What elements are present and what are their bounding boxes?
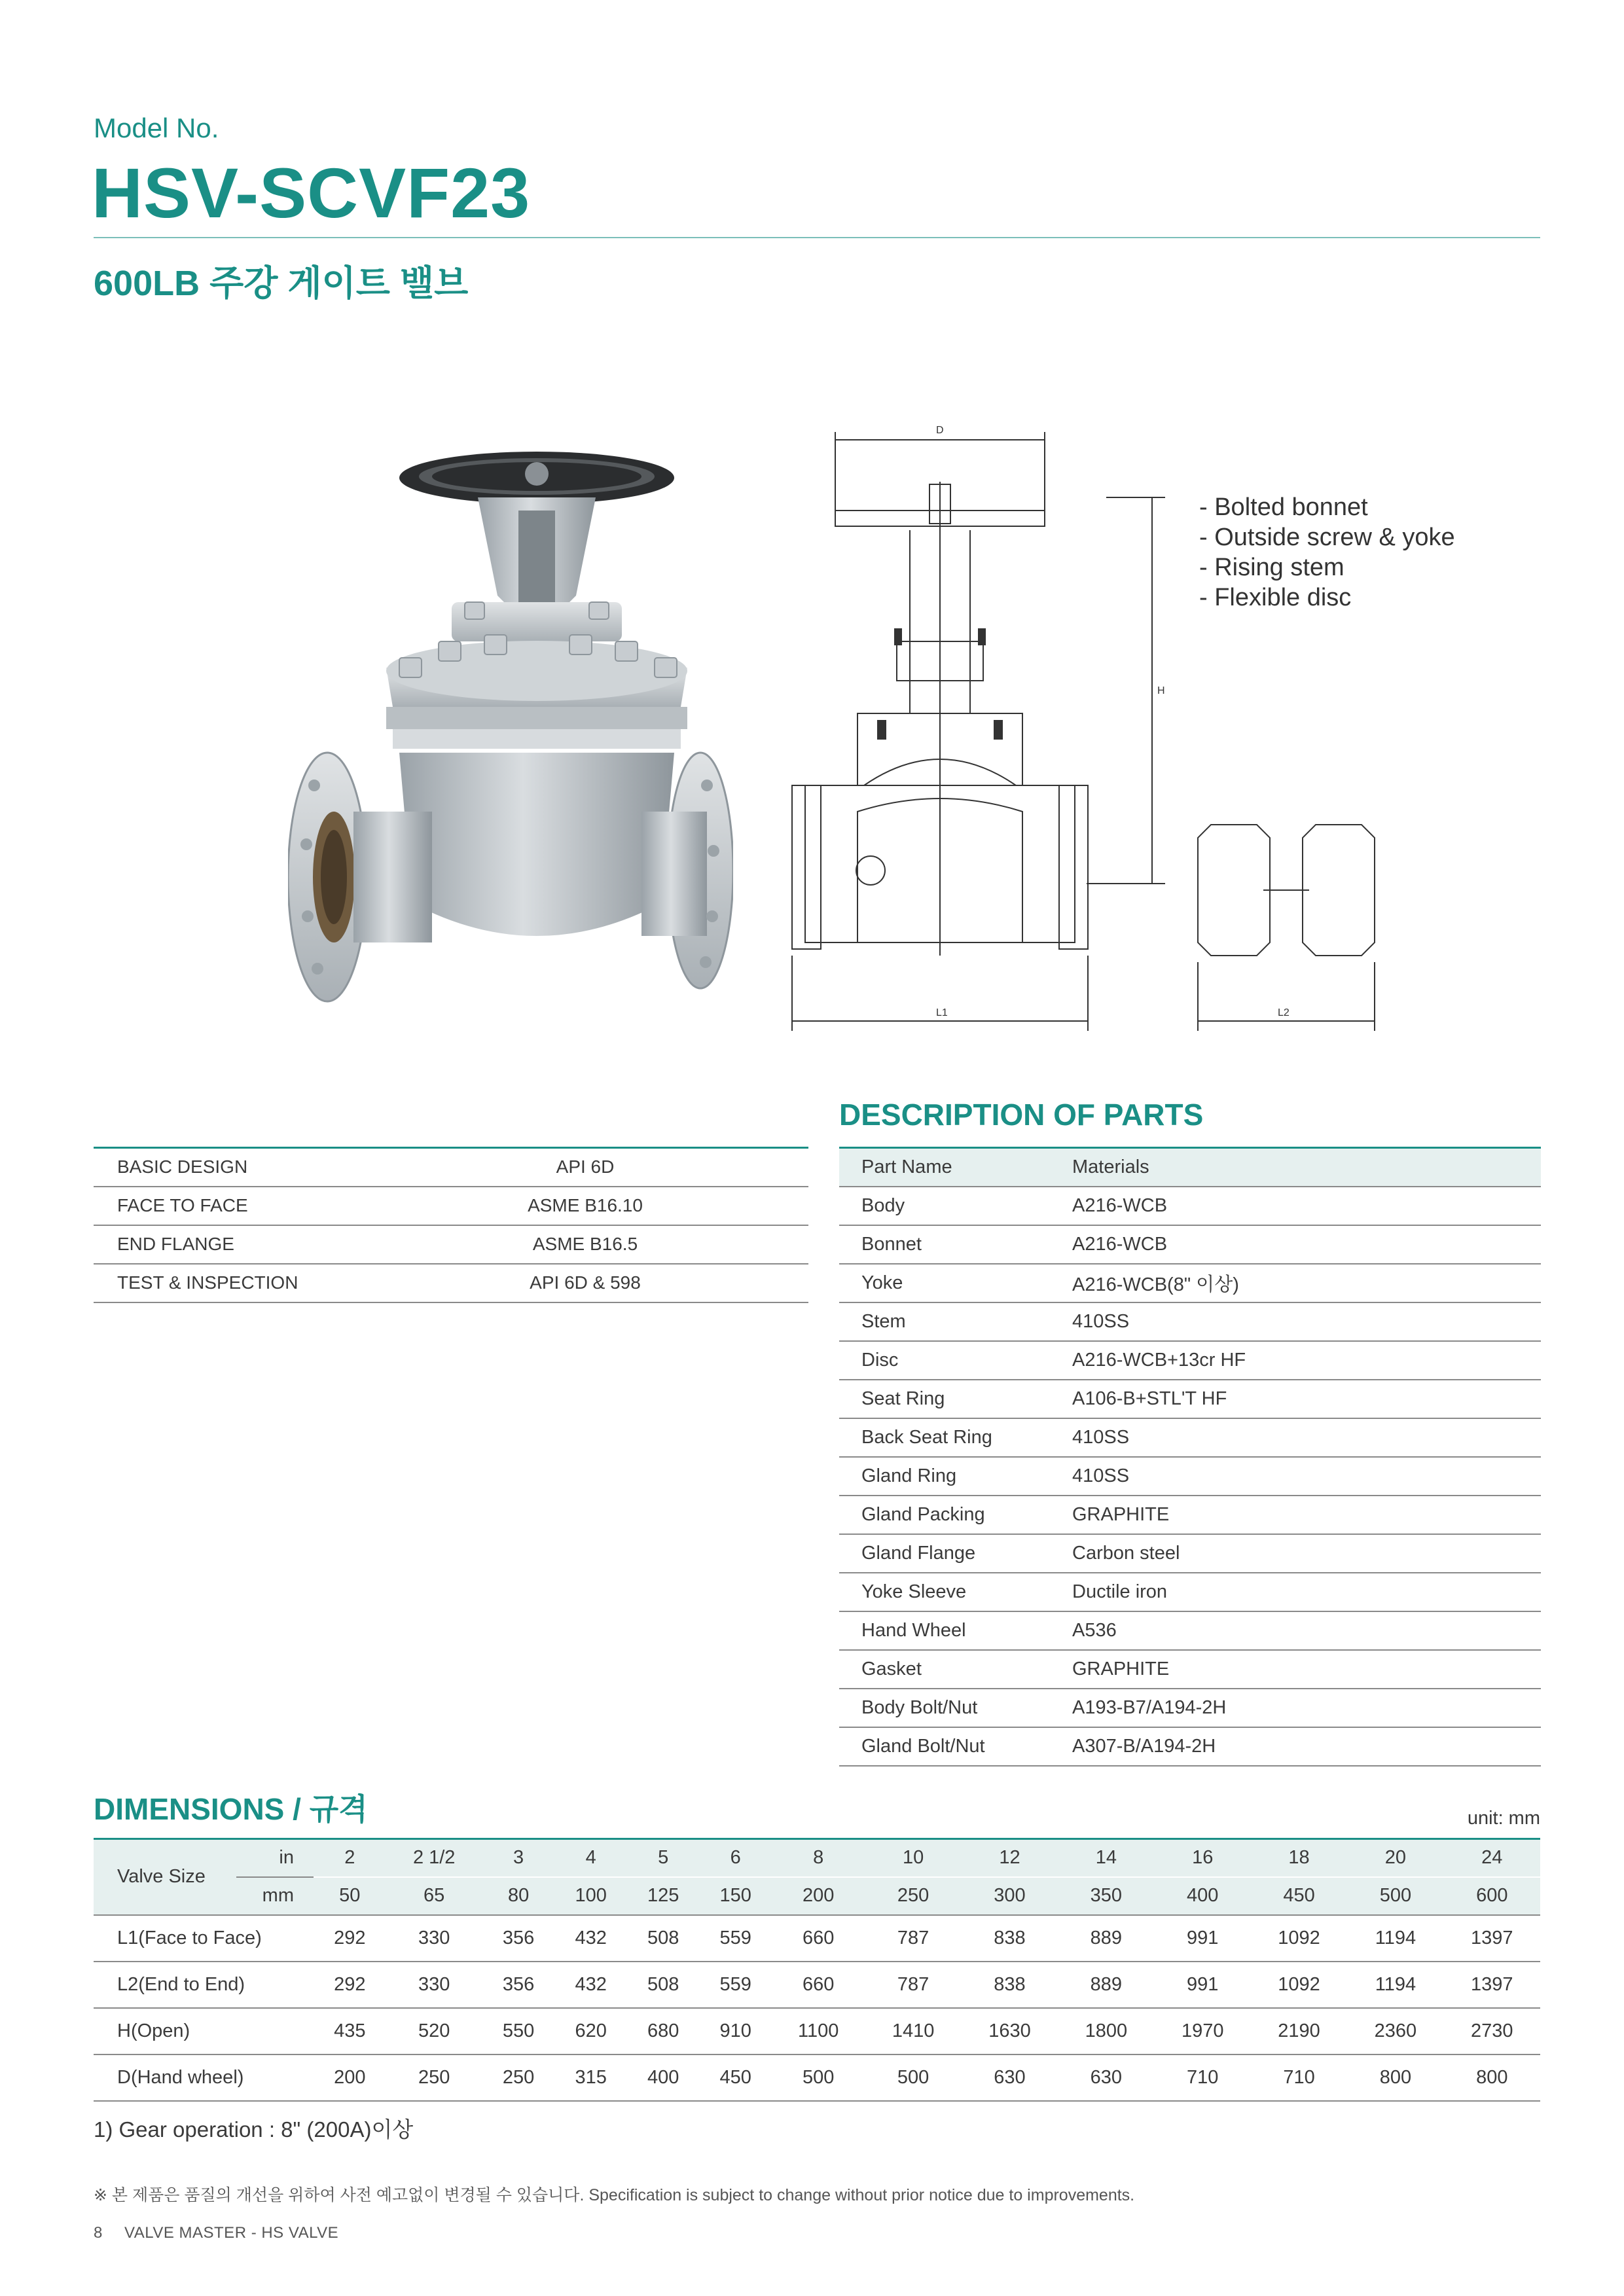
part-name-cell: Yoke — [839, 1264, 1072, 1302]
feature-item: - Bolted bonnet — [1199, 493, 1368, 521]
dimension-value: 910 — [699, 2008, 772, 2054]
table-row — [839, 1457, 1541, 1496]
dimension-value: 292 — [314, 1962, 386, 2008]
dimension-value: 500 — [865, 2054, 961, 2101]
dimension-value: 1397 — [1444, 1962, 1540, 2008]
size-mm-cell: 250 — [865, 1877, 961, 1915]
dimension-value: 710 — [1155, 2054, 1251, 2101]
table-header-row — [94, 1839, 1540, 1877]
dimension-value: 356 — [482, 1915, 555, 1962]
material-cell: Carbon steel — [1072, 1534, 1541, 1573]
size-in-cell: 18 — [1251, 1839, 1347, 1877]
label-l1: L1 — [936, 1007, 948, 1018]
material-cell: 410SS — [1072, 1457, 1541, 1496]
spec-key: BASIC DESIGN — [94, 1148, 460, 1187]
unit-note: unit: mm — [1467, 1808, 1540, 1829]
part-name-cell: Body Bolt/Nut — [839, 1689, 1072, 1727]
feature-list — [1199, 492, 1455, 613]
table-row — [839, 1496, 1541, 1534]
size-in-cell: 4 — [554, 1839, 627, 1877]
part-name-cell: Gland Ring — [839, 1457, 1072, 1496]
size-in-cell: 12 — [962, 1839, 1058, 1877]
part-name-cell: Body — [839, 1187, 1072, 1225]
table-row — [839, 1727, 1541, 1766]
table-row — [839, 1187, 1541, 1225]
size-in-cell: 8 — [772, 1839, 865, 1877]
page-footer — [94, 2224, 338, 2242]
size-mm-cell: 80 — [482, 1877, 555, 1915]
table-row — [839, 1650, 1541, 1689]
table-header-row — [94, 1877, 1540, 1915]
dimension-value: 315 — [554, 2054, 627, 2101]
valve-size-label: Valve Size — [94, 1839, 236, 1915]
unit-in-label: in — [236, 1839, 314, 1877]
disclaimer-note: ※ 본 제품은 품질의 개선을 위하여 사전 예고없이 변경될 수 있습니다. Specification is subject to change without prior notice due to improvements. — [94, 2186, 1135, 2204]
size-in-cell: 16 — [1155, 1839, 1251, 1877]
part-name-cell: Bonnet — [839, 1225, 1072, 1264]
dimension-value: 500 — [772, 2054, 865, 2101]
size-in-cell: 2 — [314, 1839, 386, 1877]
table-row — [94, 1187, 808, 1225]
dimension-value: 991 — [1155, 1962, 1251, 2008]
size-mm-cell: 400 — [1155, 1877, 1251, 1915]
size-mm-cell: 300 — [962, 1877, 1058, 1915]
parts-title: DESCRIPTION OF PARTS — [839, 1098, 1204, 1132]
model-number: HSV-SCVF23 — [92, 153, 531, 232]
column-header-material: Materials — [1072, 1148, 1541, 1187]
dimension-value: 1194 — [1347, 1915, 1443, 1962]
size-in-cell: 24 — [1444, 1839, 1540, 1877]
table-row — [94, 1264, 808, 1302]
table-row — [839, 1302, 1541, 1341]
dimension-value: 559 — [699, 1915, 772, 1962]
size-in-cell: 3 — [482, 1839, 555, 1877]
table-row — [839, 1225, 1541, 1264]
dimension-value: 800 — [1347, 2054, 1443, 2101]
dimension-value: 620 — [554, 2008, 627, 2054]
table-row — [839, 1573, 1541, 1611]
dimension-value: 1630 — [962, 2008, 1058, 2054]
size-mm-cell: 500 — [1347, 1877, 1443, 1915]
spec-key: TEST & INSPECTION — [94, 1264, 460, 1302]
material-cell: A536 — [1072, 1611, 1541, 1650]
dimension-value: 550 — [482, 2008, 555, 2054]
material-cell: GRAPHITE — [1072, 1496, 1541, 1534]
dimension-label: D(Hand wheel) — [94, 2054, 314, 2101]
dimension-value: 889 — [1058, 1962, 1154, 2008]
size-mm-cell: 65 — [386, 1877, 482, 1915]
table-row — [839, 1380, 1541, 1418]
footer-text: VALVE MASTER - HS VALVE — [124, 2224, 339, 2242]
size-mm-cell: 600 — [1444, 1877, 1540, 1915]
size-mm-cell: 200 — [772, 1877, 865, 1915]
size-mm-cell: 150 — [699, 1877, 772, 1915]
dimension-value: 356 — [482, 1962, 555, 2008]
dimension-value: 680 — [627, 2008, 700, 2054]
part-name-cell: Gland Bolt/Nut — [839, 1727, 1072, 1766]
size-in-cell: 2 1/2 — [386, 1839, 482, 1877]
basic-design-table — [94, 1147, 808, 1303]
size-mm-cell: 50 — [314, 1877, 386, 1915]
dimensions-table — [94, 1838, 1540, 2102]
table-row — [94, 1148, 808, 1187]
valve-photo — [288, 445, 733, 1047]
dimension-value: 508 — [627, 1915, 700, 1962]
dimension-value: 787 — [865, 1962, 961, 2008]
spec-value: API 6D — [460, 1148, 808, 1187]
dimension-value: 889 — [1058, 1915, 1154, 1962]
dimension-value: 660 — [772, 1962, 865, 2008]
dimension-value: 2360 — [1347, 2008, 1443, 2054]
page-number: 8 — [94, 2224, 103, 2242]
part-name-cell: Back Seat Ring — [839, 1418, 1072, 1457]
table-row — [94, 1915, 1540, 1962]
dimension-value: 250 — [386, 2054, 482, 2101]
part-name-cell: Gasket — [839, 1650, 1072, 1689]
part-name-cell: Seat Ring — [839, 1380, 1072, 1418]
dimension-value: 1397 — [1444, 1915, 1540, 1962]
dimension-value: 400 — [627, 2054, 700, 2101]
part-name-cell: Disc — [839, 1341, 1072, 1380]
table-row — [94, 2054, 1540, 2101]
size-in-cell: 5 — [627, 1839, 700, 1877]
dimension-value: 330 — [386, 1915, 482, 1962]
unit-mm-label: mm — [236, 1877, 314, 1915]
dimension-value: 787 — [865, 1915, 961, 1962]
part-name-cell: Yoke Sleeve — [839, 1573, 1072, 1611]
dimension-label: H(Open) — [94, 2008, 314, 2054]
table-row — [94, 2008, 1540, 2054]
part-name-cell: Stem — [839, 1302, 1072, 1341]
material-cell: GRAPHITE — [1072, 1650, 1541, 1689]
table-header-row — [839, 1148, 1541, 1187]
material-cell: A307-B/A194-2H — [1072, 1727, 1541, 1766]
dimension-value: 630 — [1058, 2054, 1154, 2101]
size-in-cell: 10 — [865, 1839, 961, 1877]
dimension-value: 1092 — [1251, 1915, 1347, 1962]
table-row — [839, 1264, 1541, 1302]
title-divider — [94, 237, 1540, 238]
dimension-value: 630 — [962, 2054, 1058, 2101]
material-cell: A193-B7/A194-2H — [1072, 1689, 1541, 1727]
dimension-value: 1970 — [1155, 2008, 1251, 2054]
technical-drawing — [779, 419, 1185, 1047]
dimension-value: 1194 — [1347, 1962, 1443, 2008]
material-cell: Ductile iron — [1072, 1573, 1541, 1611]
material-cell: A106-B+STL'T HF — [1072, 1380, 1541, 1418]
parts-table — [839, 1147, 1541, 1767]
table-row — [839, 1341, 1541, 1380]
size-in-cell: 6 — [699, 1839, 772, 1877]
size-mm-cell: 350 — [1058, 1877, 1154, 1915]
dimension-value: 660 — [772, 1915, 865, 1962]
dimension-value: 520 — [386, 2008, 482, 2054]
part-name-cell: Gland Packing — [839, 1496, 1072, 1534]
material-cell: 410SS — [1072, 1418, 1541, 1457]
feature-item: - Rising stem — [1199, 554, 1344, 581]
material-cell: A216-WCB — [1072, 1187, 1541, 1225]
dimension-value: 2190 — [1251, 2008, 1347, 2054]
dimension-value: 292 — [314, 1915, 386, 1962]
spec-value: API 6D & 598 — [460, 1264, 808, 1302]
dimension-value: 2730 — [1444, 2008, 1540, 2054]
feature-item: - Flexible disc — [1199, 584, 1352, 611]
table-row — [94, 1225, 808, 1264]
dimension-value: 250 — [482, 2054, 555, 2101]
dimension-value: 838 — [962, 1962, 1058, 2008]
dimension-value: 1410 — [865, 2008, 961, 2054]
dimension-value: 1092 — [1251, 1962, 1347, 2008]
model-label: Model No. — [94, 113, 219, 143]
size-mm-cell: 450 — [1251, 1877, 1347, 1915]
dimension-value: 200 — [314, 2054, 386, 2101]
product-subtitle: 600LB 주강 게이트 밸브 — [94, 264, 469, 303]
dimension-value: 508 — [627, 1962, 700, 2008]
dimension-label: L1(Face to Face) — [94, 1915, 314, 1962]
dimension-value: 1100 — [772, 2008, 865, 2054]
material-cell: A216-WCB+13cr HF — [1072, 1341, 1541, 1380]
dimension-value: 435 — [314, 2008, 386, 2054]
part-name-cell: Gland Flange — [839, 1534, 1072, 1573]
table-row — [839, 1418, 1541, 1457]
size-mm-cell: 125 — [627, 1877, 700, 1915]
side-drawing — [1191, 812, 1388, 1047]
column-header-part: Part Name — [839, 1148, 1072, 1187]
dimension-label: L2(End to End) — [94, 1962, 314, 2008]
part-name-cell: Hand Wheel — [839, 1611, 1072, 1650]
spec-key: FACE TO FACE — [94, 1187, 460, 1225]
table-row — [94, 1962, 1540, 2008]
dimension-value: 800 — [1444, 2054, 1540, 2101]
dimension-value: 559 — [699, 1962, 772, 2008]
dimension-value: 838 — [962, 1915, 1058, 1962]
material-cell: A216-WCB — [1072, 1225, 1541, 1264]
label-h: H — [1157, 685, 1165, 696]
dimension-value: 1800 — [1058, 2008, 1154, 2054]
dimension-value: 432 — [554, 1962, 627, 2008]
size-mm-cell: 100 — [554, 1877, 627, 1915]
label-l2: L2 — [1278, 1007, 1290, 1018]
gear-operation-note: 1) Gear operation : 8" (200A)이상 — [94, 2117, 414, 2142]
size-in-cell: 14 — [1058, 1839, 1154, 1877]
dimension-value: 991 — [1155, 1915, 1251, 1962]
feature-item: - Outside screw & yoke — [1199, 524, 1455, 551]
dimension-value: 710 — [1251, 2054, 1347, 2101]
dimension-value: 432 — [554, 1915, 627, 1962]
size-in-cell: 20 — [1347, 1839, 1443, 1877]
spec-value: ASME B16.10 — [460, 1187, 808, 1225]
label-d: D — [936, 425, 944, 436]
material-cell: 410SS — [1072, 1302, 1541, 1341]
table-row — [839, 1611, 1541, 1650]
table-row — [839, 1689, 1541, 1727]
material-cell: A216-WCB(8" 이상) — [1072, 1264, 1541, 1302]
dimension-value: 450 — [699, 2054, 772, 2101]
dimensions-title: DIMENSIONS / 규격 — [94, 1792, 368, 1826]
spec-value: ASME B16.5 — [460, 1225, 808, 1264]
table-row — [839, 1534, 1541, 1573]
dimension-value: 330 — [386, 1962, 482, 2008]
spec-key: END FLANGE — [94, 1225, 460, 1264]
